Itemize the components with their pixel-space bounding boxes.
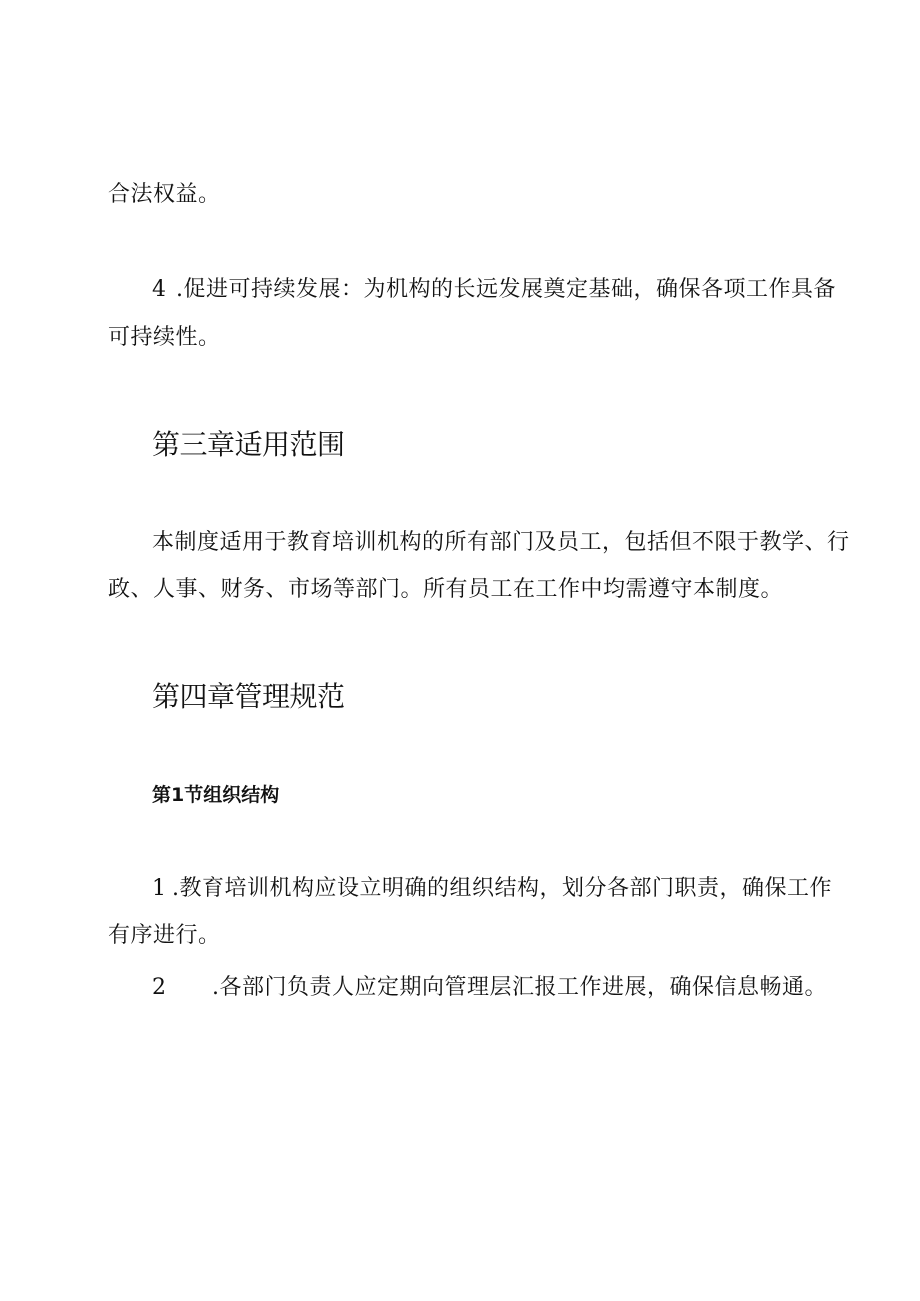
chapter-3-title: 第三章适用范围 bbox=[152, 428, 345, 461]
list-item-1-line2: 有序进行。 bbox=[108, 923, 221, 948]
list-item-4-line1 bbox=[152, 277, 836, 303]
list-item-4-number: 4 bbox=[152, 277, 167, 302]
paragraph-continuation: 合法权益。 bbox=[108, 182, 221, 207]
list-item-1-number: 1 bbox=[152, 876, 167, 901]
list-item-2-text: .各部门负责人应定期向管理层汇报工作进展，确保信息畅通。 bbox=[212, 975, 827, 1000]
list-item-1-line1 bbox=[152, 876, 832, 902]
chapter-3-paragraph-line1: 本制度适用于教育培训机构的所有部门及员工，包括但不限于教学、行 bbox=[152, 530, 850, 555]
list-item-2-number: 2 bbox=[152, 975, 167, 1000]
chapter-4-title: 第四章管理规范 bbox=[152, 680, 345, 713]
list-item-4-line2: 可持续性。 bbox=[108, 325, 221, 350]
chapter-3-paragraph-line2: 政、人事、财务、市场等部门。所有员工在工作中均需遵守本制度。 bbox=[108, 577, 784, 602]
list-item-1-text: .教育培训机构应设立明确的组织结构，划分各部门职责，确保工作 bbox=[172, 876, 832, 901]
list-item-4-text: .促进可持续发展：为机构的长远发展奠定基础，确保各项工作具备 bbox=[176, 277, 836, 302]
section-1-title: 第1节组织结构 bbox=[152, 784, 280, 806]
list-item-2-line1 bbox=[152, 975, 827, 1001]
